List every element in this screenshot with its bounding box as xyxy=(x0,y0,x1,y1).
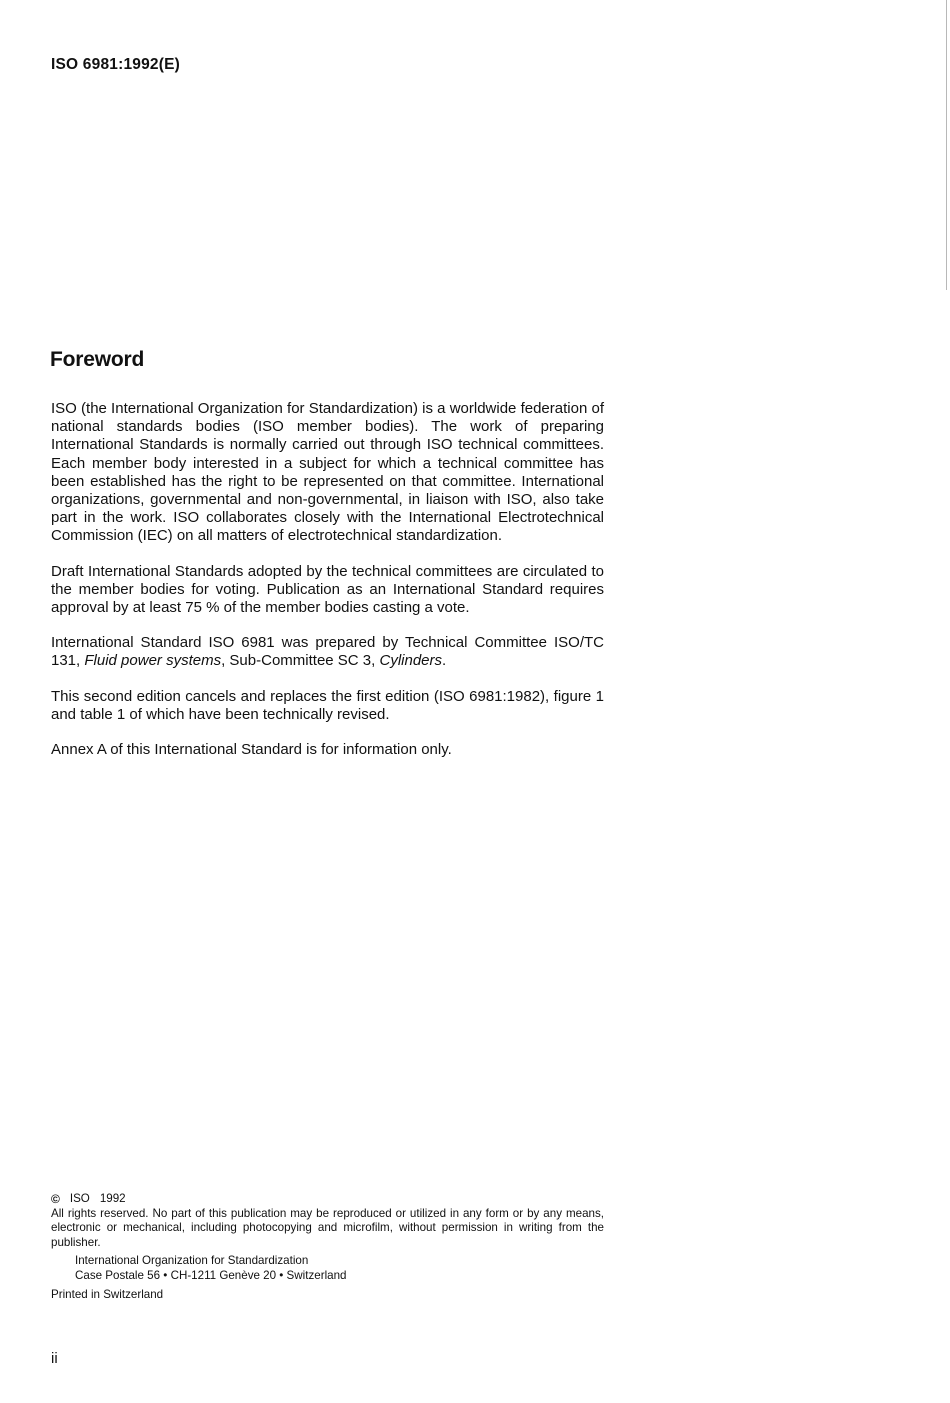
foreword-title: Foreword xyxy=(50,348,145,371)
copyright-line xyxy=(51,1192,604,1207)
prepared-by-middle: , Sub-Committee SC 3, xyxy=(221,652,376,670)
copyright-block xyxy=(51,1192,604,1302)
document-id: ISO 6981:1992(E) xyxy=(51,56,180,73)
prepared-by-paragraph xyxy=(51,634,604,670)
copyright-year: 1992 xyxy=(99,1192,126,1205)
scan-edge-line xyxy=(946,0,947,290)
rights-statement: All rights reserved. No part of this publication may be reproduced or utilized in any form or by any means, electronic or mechanical, including photocopying and microfilm, without permission in writing from the publisher. xyxy=(51,1206,604,1249)
publisher-organization: International Organization for Standardization xyxy=(75,1254,309,1268)
printed-in: Printed in Switzerland xyxy=(51,1287,164,1301)
copyright-icon: © xyxy=(51,1192,60,1206)
foreword-body xyxy=(51,400,604,776)
edition-note: This second edition cancels and replaces the first edition (ISO 6981:1982), figure 1 and table 1 of which have been technically revised. xyxy=(51,687,604,723)
copyright-holder: ISO xyxy=(69,1192,90,1205)
annex-note: Annex A of this International Standard is for information only. xyxy=(51,741,452,759)
prepared-by-suffix: . xyxy=(442,652,447,670)
committee-name: Fluid power systems xyxy=(84,652,222,670)
prepared-by-prefix: International Standard ISO 6981 was prepared by Technical Committee ISO/TC 131, xyxy=(51,634,604,670)
page-number: ii xyxy=(51,1350,58,1367)
subcommittee-name: Cylinders xyxy=(379,652,443,670)
publisher-address xyxy=(75,1254,604,1283)
foreword-paragraph-1: ISO (the International Organization for Standardization) is a worldwide federation of national standards bodies (ISO member bodies). The work of preparing International Standards is normally carried out through ISO technical committees. Each member body interested in a subject for which a technical committee has been established has the right to be represented on that committee. International organizations, governmental and non-governmental, in liaison with ISO, also take part in the work. ISO collaborates closely with the International Electrotechnical Commission (IEC) on all matters of electrotechnical standardization. xyxy=(51,400,604,545)
foreword-paragraph-2: Draft International Standards adopted by the technical committees are circulated to the member bodies for voting. Publication as an International Standard requires approval by at least 75 % of the member bodies casting a vote. xyxy=(51,562,604,617)
publisher-postal-address: Case Postale 56 • CH-1211 Genève 20 • Switzerland xyxy=(75,1268,347,1282)
